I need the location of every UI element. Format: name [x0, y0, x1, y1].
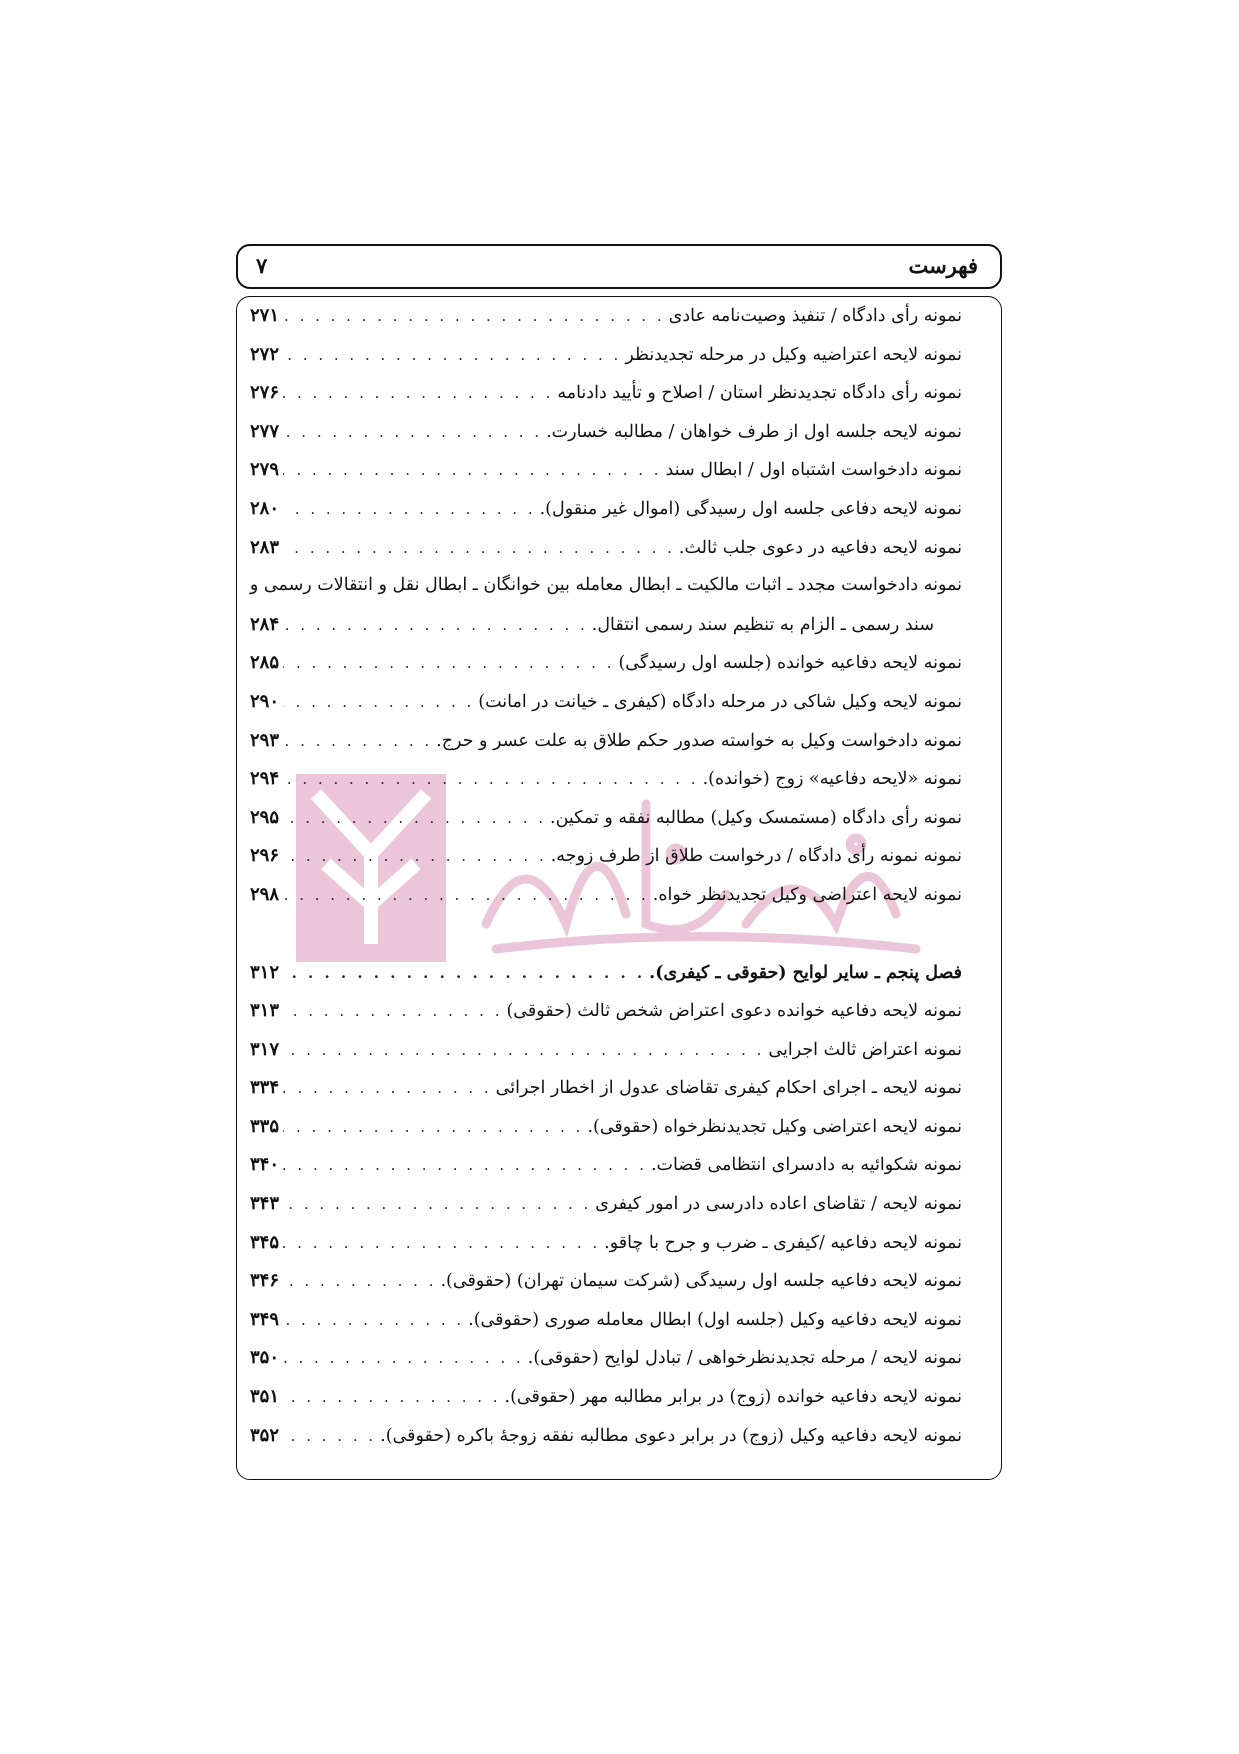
toc-entry[interactable]: نمونه لایحه اعتراضیه وکیل در مرحله تجدیدنظر . . . ۲۷۲	[250, 344, 962, 383]
toc-entry[interactable]: نمونه لایحه اعتراضی وکیل تجدیدنظرخواه (حقوقی). . . . ۳۳۵	[250, 1116, 962, 1155]
toc-entry[interactable]: نمونه لایحه دفاعی جلسه اول رسیدگی (اموال غیر منقول). . . . ۲۸۰	[250, 498, 962, 537]
toc-entry[interactable]: نمونه نمونه رأی دادگاه / درخواست طلاق از طرف زوجه. . . . ۲۹۶	[250, 845, 962, 884]
toc-entry[interactable]: نمونه لایحه دفاعیه جلسه اول رسیدگی (شرکت سیمان تهران) (حقوقی). . . . ۳۴۶	[250, 1270, 962, 1309]
toc-entry[interactable]: نمونه اعتراض ثالث اجرایی . . . ۳۱۷	[250, 1039, 962, 1078]
toc-entry[interactable]: نمونه لایحه ـ اجرای احکام کیفری تقاضای عدول از اخطار اجرائی . . . ۳۳۴	[250, 1077, 962, 1116]
toc-entry[interactable]: نمونه لایحه دفاعیه وکیل (جلسه اول) ابطال معامله صوری (حقوقی). . . . ۳۴۹	[250, 1309, 962, 1348]
page-header	[236, 244, 1002, 289]
toc-entry[interactable]: نمونه لایحه دفاعیه /کیفری ـ ضرب و جرح با چاقو. . . . ۳۴۵	[250, 1232, 962, 1271]
toc-entry[interactable]: نمونه لایحه جلسه اول از طرف خواهان / مطالبه خسارت. . . . ۲۷۷	[250, 421, 962, 460]
toc-entry[interactable]: نمونه «لایحه دفاعیه» زوج (خوانده). . . . ۲۹۴	[250, 768, 962, 807]
toc-entry[interactable]: نمونه رأی دادگاه تجدیدنظر استان / اصلاح و تأیید دادنامه . . . ۲۷۶	[250, 382, 962, 421]
toc-entry[interactable]: نمونه لایحه / تقاضای اعاده دادرسی در امور کیفری . . . ۳۴۳	[250, 1193, 962, 1232]
toc-entry[interactable]: نمونه دادخواست وکیل به خواسته صدور حکم طلاق به علت عسر و حرج. . . . ۲۹۳	[250, 730, 962, 769]
toc-entry[interactable]: نمونه لایحه / مرحله تجدیدنظرخواهی / تبادل لوایح (حقوقی). . . . ۳۵۰	[250, 1347, 962, 1386]
toc-entry[interactable]: نمونه شکوائیه به دادسرای انتظامی قضات. . . . ۳۴۰	[250, 1154, 962, 1193]
toc-entry-multiline-second[interactable]: سند رسمی ـ الزام به تنظیم سند رسمی انتقال. . . . ۲۸۴	[250, 614, 962, 653]
toc-entry[interactable]: نمونه لایحه دفاعیه خوانده دعوی اعتراض شخص ثالث (حقوقی) . . . ۳۱۳	[250, 1000, 962, 1039]
toc-entry[interactable]: نمونه رأی دادگاه (مستمسک وکیل) مطالبه نفقه و تمکین. . . . ۲۹۵	[250, 807, 962, 846]
header-title: فهرست	[908, 253, 978, 278]
section-spacer	[250, 923, 962, 962]
toc-entry-multiline-first[interactable]: نمونه دادخواست مجدد ـ اثبات مالکیت ـ ابطال معامله بین خوانگان ـ ابطال نقل و انتقالات رسمی و	[249, 575, 962, 596]
toc-entry[interactable]: نمونه لایحه اعتراضی وکیل تجدیدنظر خواه. . . . ۲۹۸	[250, 884, 962, 923]
header-page-number: ۷	[256, 253, 268, 278]
toc-entry[interactable]: نمونه لایحه دفاعیه وکیل (زوج) در برابر دعوی مطالبه نفقه زوجهٔ باکره (حقوقی). . . . ۳۵۲	[250, 1425, 962, 1464]
toc-chapter-heading[interactable]: فصل پنجم ـ سایر لوایح (حقوقی ـ کیفری). . . . ۳۱۲	[250, 962, 962, 1001]
toc-entry[interactable]: نمونه دادخواست اشتباه اول / ابطال سند . . . ۲۷۹	[250, 459, 962, 498]
toc-entry[interactable]: نمونه لایحه دفاعیه خوانده (جلسه اول رسیدگی) . . . ۲۸۵	[250, 652, 962, 691]
toc-entry[interactable]: نمونه لایحه دفاعیه در دعوی جلب ثالث. . . . ۲۸۳	[250, 537, 962, 576]
toc-entry[interactable]: نمونه لایحه وکیل شاکی در مرحله دادگاه (کیفری ـ خیانت در امانت) . . . ۲۹۰	[250, 691, 962, 730]
table-of-contents	[250, 305, 962, 1463]
toc-entry[interactable]: نمونه لایحه دفاعیه خوانده (زوج) در برابر مطالبه مهر (حقوقی). . . . ۳۵۱	[250, 1386, 962, 1425]
toc-entry[interactable]: نمونه رأی دادگاه / تنفیذ وصیت‌نامه عادی . . . ۲۷۱	[250, 305, 962, 344]
